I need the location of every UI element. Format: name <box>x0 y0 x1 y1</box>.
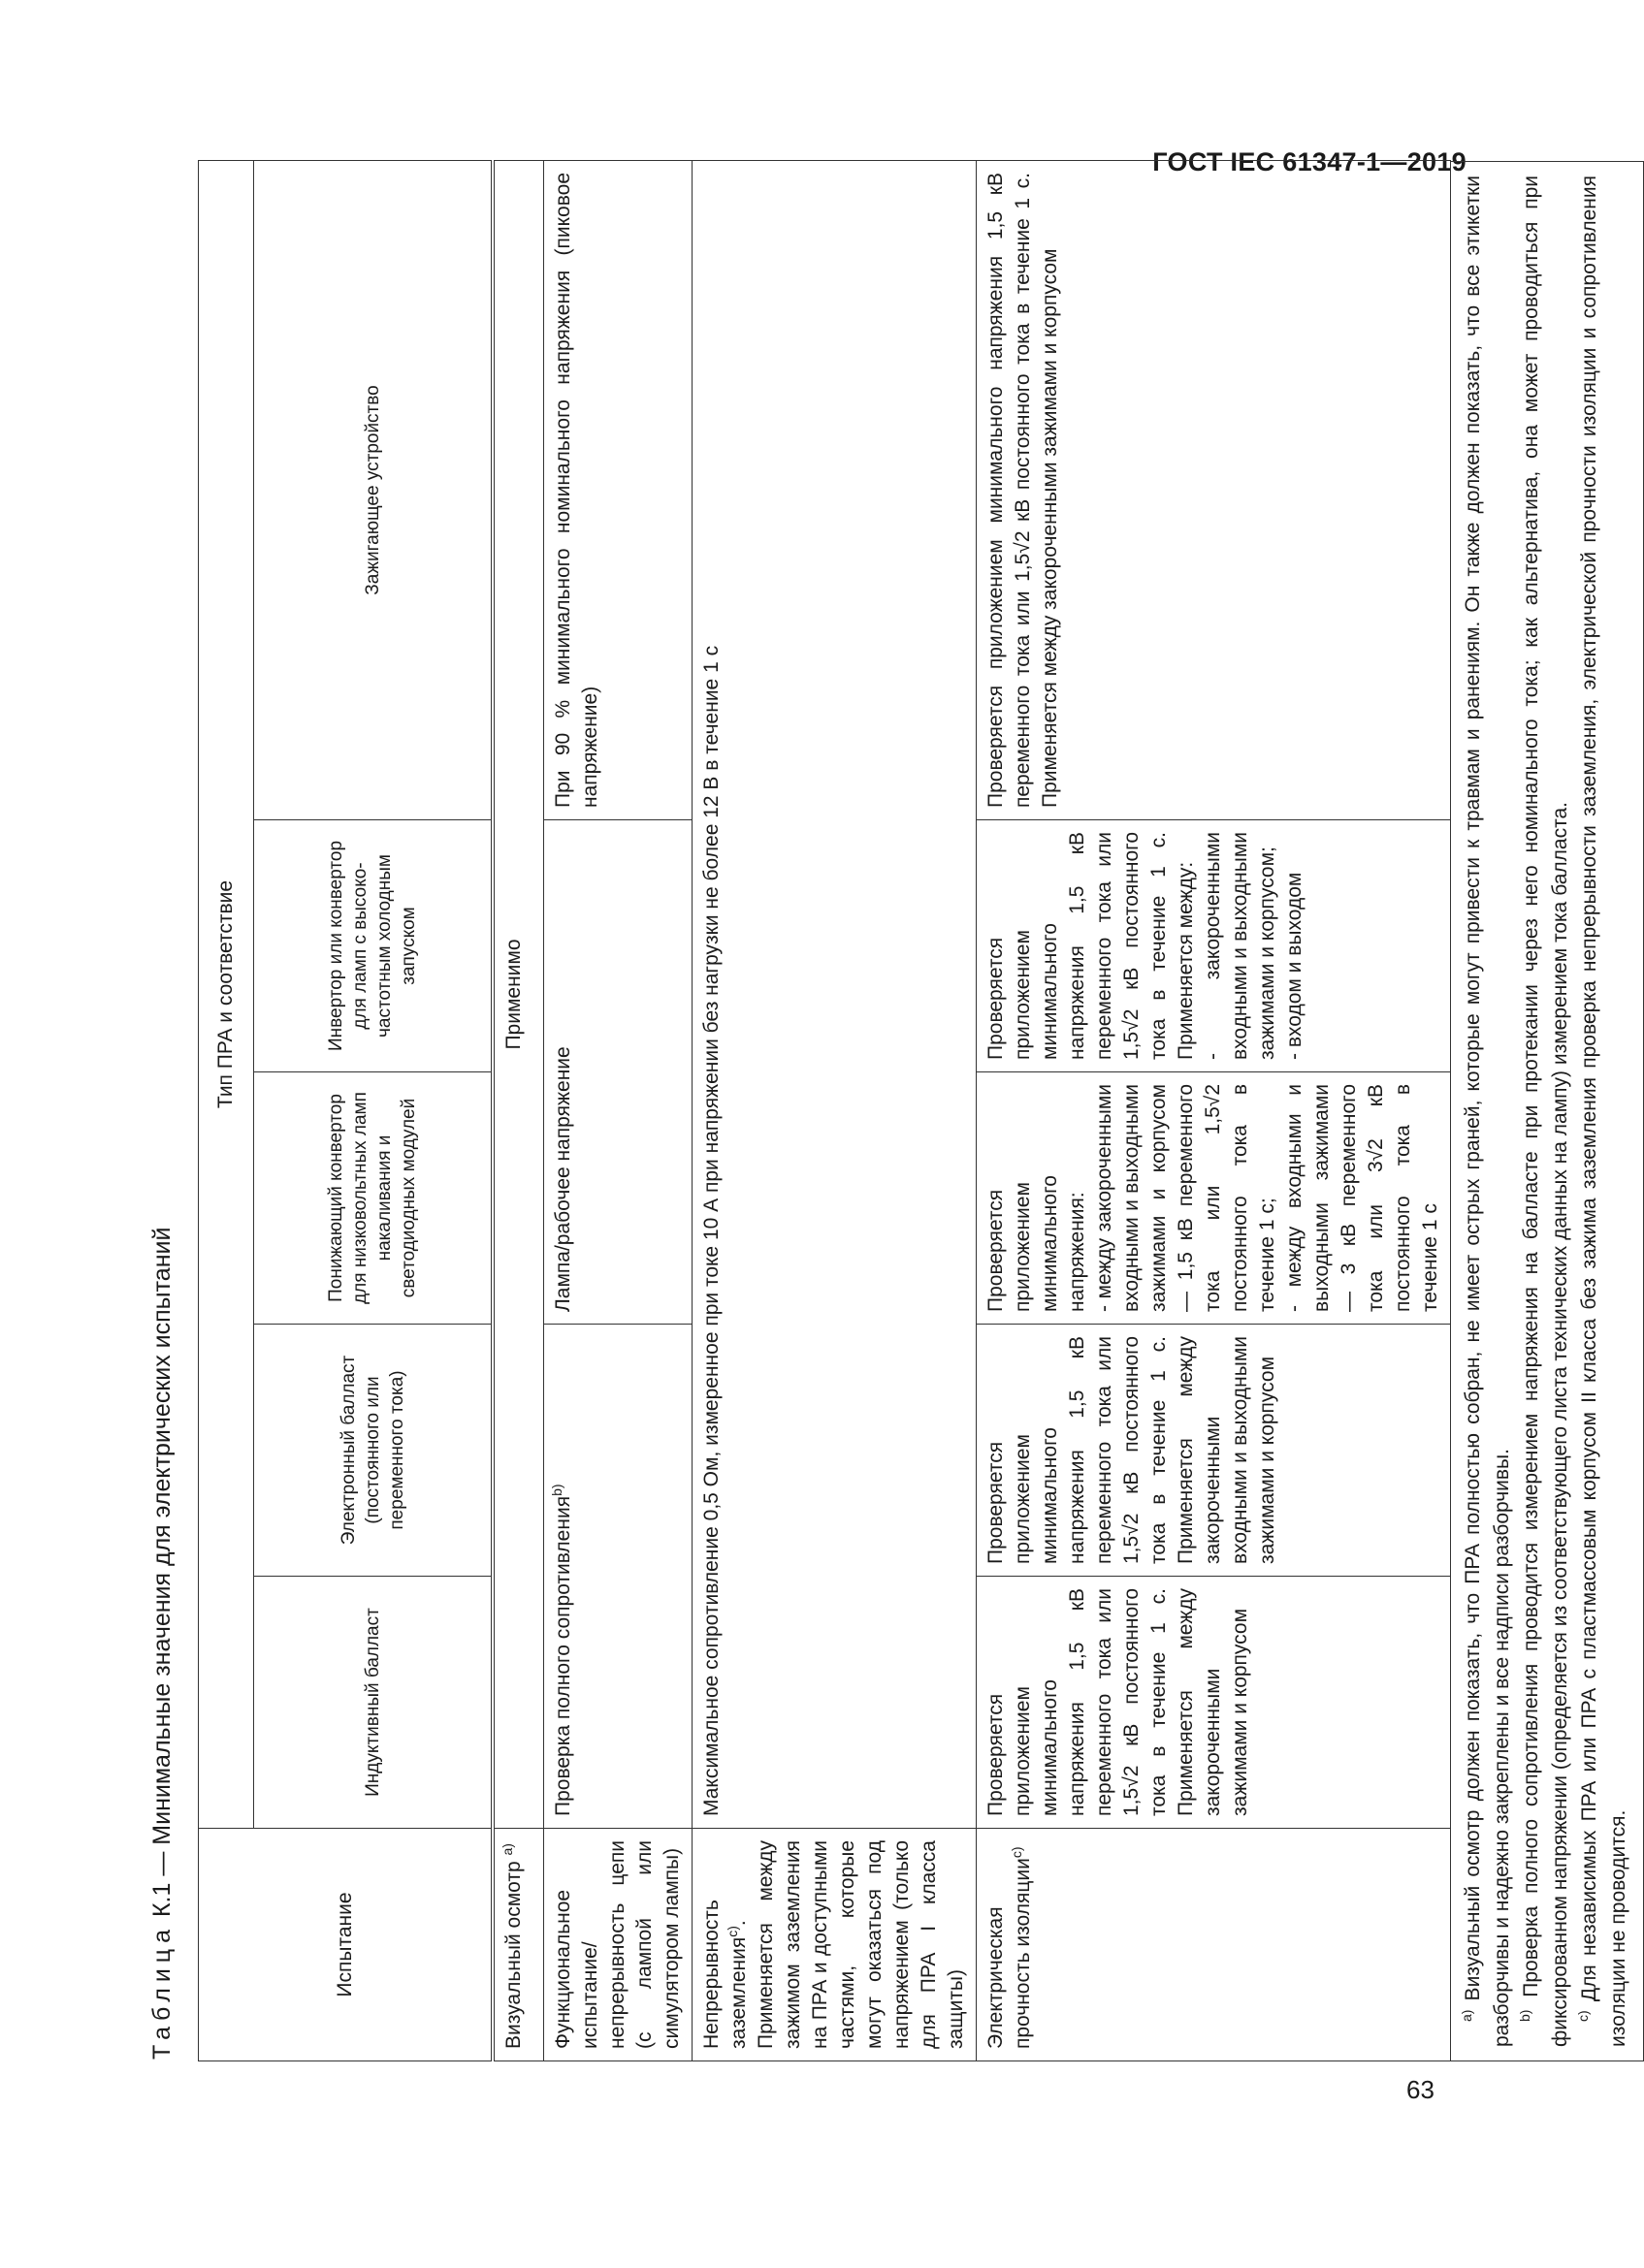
earth-label-pre: Непрерывность заземления <box>700 1900 750 2049</box>
functional-inductive <box>544 1325 693 1829</box>
table-footnotes <box>1451 161 1644 2061</box>
rotated-table-page <box>144 161 1629 2061</box>
footnote-c-mark: с) <box>1575 2010 1591 2022</box>
visual-label-text: Визуальный осмотр <box>502 1861 525 2049</box>
col-inverter-header: Инвертор или конвертор для ламп с высоко-частотным холодным запуском <box>254 820 494 1072</box>
col-inductive-header: Индуктивный балласт <box>254 1577 494 1829</box>
visual-footnote-mark: а) <box>500 1843 515 1856</box>
caption-title: — Минимальные значения для электрических испытаний <box>148 1227 176 1876</box>
footnote-c-text: Для независимых ПРА или ПРА с пластмассовым корпусом II класса без зажима заземления проверка непрерывности заземления, электрической прочности изоляции и сопротивления изоляции не проводится. <box>1578 176 1629 2047</box>
footnote-a-mark: а) <box>1459 2009 1474 2022</box>
converter-item: - между закороченными входными и выходными зажимами и корпусом — 1,5 кВ переменного тока или 1,5√2 постоянного тока в течение 1 с; <box>1091 1084 1281 1312</box>
inverter-intro: Проверяется приложением минимального напряжения 1,5 кВ переменного тока или 1,5√2 кВ постоянного тока в течение 1 с. Применяется между: <box>984 832 1197 1060</box>
row-insulation <box>977 160 1451 2060</box>
earth-label <box>693 1829 977 2061</box>
col-igniter-header: Зажигающее устройство <box>254 160 494 819</box>
insulation-inductive: Проверяется приложением минимального напряжения 1,5 кВ переменного тока или 1,5√2 кВ постоянного тока в течение 1 с. Применяется между закороченными зажимами и корпусом <box>977 1577 1451 1829</box>
functional-igniter: При 90 % минимального номинального напряжения (пиковое напряжение) <box>544 160 693 819</box>
footnote-b-text: Проверка полного сопротивления проводится измерением напряжения на балласте при протекании через него номинального тока; как альтернатива, она может проводиться при фиксированном напряжении (определяется из соответствующего листа технических данных на лампу) измерением тока балласта. <box>1520 176 1571 2047</box>
functional-converter: Лампа/рабочее напряжение <box>544 820 693 1325</box>
insulation-footnote-mark: с) <box>1009 1846 1024 1859</box>
footnote-b <box>1517 176 1575 2047</box>
insulation-label-text: Электрическая прочность изоляции <box>984 1858 1034 2049</box>
caption-number: К.1 <box>148 1882 176 1918</box>
functional-label: Функциональное испытание/непрерывность цепи (с лампой или симулятором лампы) <box>544 1829 693 2061</box>
insulation-converter <box>977 1072 1451 1325</box>
col-test-header: Испытание <box>199 1829 494 2061</box>
footnote-b-mark: b) <box>1517 2009 1532 2022</box>
col-electronic-header: Электронный балласт (постоянного или переменного тока) <box>254 1325 494 1577</box>
inverter-item: - закороченными входными и выходными зажимами и корпусом; <box>1200 832 1281 1060</box>
col-group-header: Тип ПРА и соответствие <box>199 160 254 1828</box>
earth-value: Максимальное сопротивление 0,5 Ом, измеренное при токе 10 А при напряжении без нагрузки не более 12 В в течение 1 с <box>693 160 977 1828</box>
visual-value: Применимо <box>493 160 544 1828</box>
col-converter-header: Понижающий конвертор для низковольтных ламп накаливания и светодиодных модулей <box>254 1072 494 1325</box>
insulation-igniter: Проверяется приложением минимального напряжения 1,5 кВ переменного тока или 1,5√2 кВ постоянного тока в течение 1 с. Применяется между закороченными зажимами и корпусом <box>977 160 1451 819</box>
table-caption <box>144 161 198 2061</box>
electrical-tests-table <box>198 160 1451 2061</box>
inverter-list <box>1200 832 1308 1060</box>
inverter-item: - входом и выходом <box>1281 832 1308 1060</box>
footnote-c <box>1575 176 1633 2047</box>
row-earth-continuity <box>693 160 977 2060</box>
insulation-label <box>977 1829 1451 2061</box>
functional-inductive-text: Проверка полного сопротивления <box>552 1495 574 1816</box>
caption-prefix: Таблица <box>148 1923 176 2060</box>
page-number: 63 <box>1406 2075 1434 2104</box>
insulation-inverter <box>977 820 1451 1072</box>
converter-list <box>1091 1084 1444 1312</box>
earth-label-post: . Применяется между зажимом заземления на ПРА и доступными частями, которые могут оказаться под напряжением (только для ПРА I класса защиты) <box>727 1840 967 2049</box>
document-header: ГОСТ IEC 61347-1—2019 <box>1152 147 1467 176</box>
converter-intro: Проверяется приложением минимального напряжения: <box>984 1175 1088 1312</box>
header-group-row <box>199 160 254 2060</box>
footnote-a <box>1459 176 1517 2047</box>
functional-footnote-mark: b) <box>549 1484 564 1496</box>
converter-item: - между входными и выходными зажимами — 3 кВ переменного тока или 3√2 кВ постоянного тока в течение 1 с <box>1281 1084 1444 1312</box>
insulation-electronic: Проверяется приложением минимального напряжения 1,5 кВ переменного тока или 1,5√2 кВ постоянного тока в течение 1 с. Применяется между закороченными входными и выходными зажимами и корпусом <box>977 1325 1451 1577</box>
visual-label <box>493 1829 544 2061</box>
footnote-a-text: Визуальный осмотр должен показать, что ПРА полностью собран, не имеет острых граней, которые могут привести к травмам и ранениям. Он также должен показать, что все этикетки разборчивы и надежно закреплены и все надписи разборчивы. <box>1462 175 1513 2047</box>
header-columns-row <box>254 160 494 2060</box>
row-functional <box>544 160 693 2060</box>
row-visual-inspection <box>493 160 544 2060</box>
earth-footnote-mark: с) <box>725 1926 740 1937</box>
